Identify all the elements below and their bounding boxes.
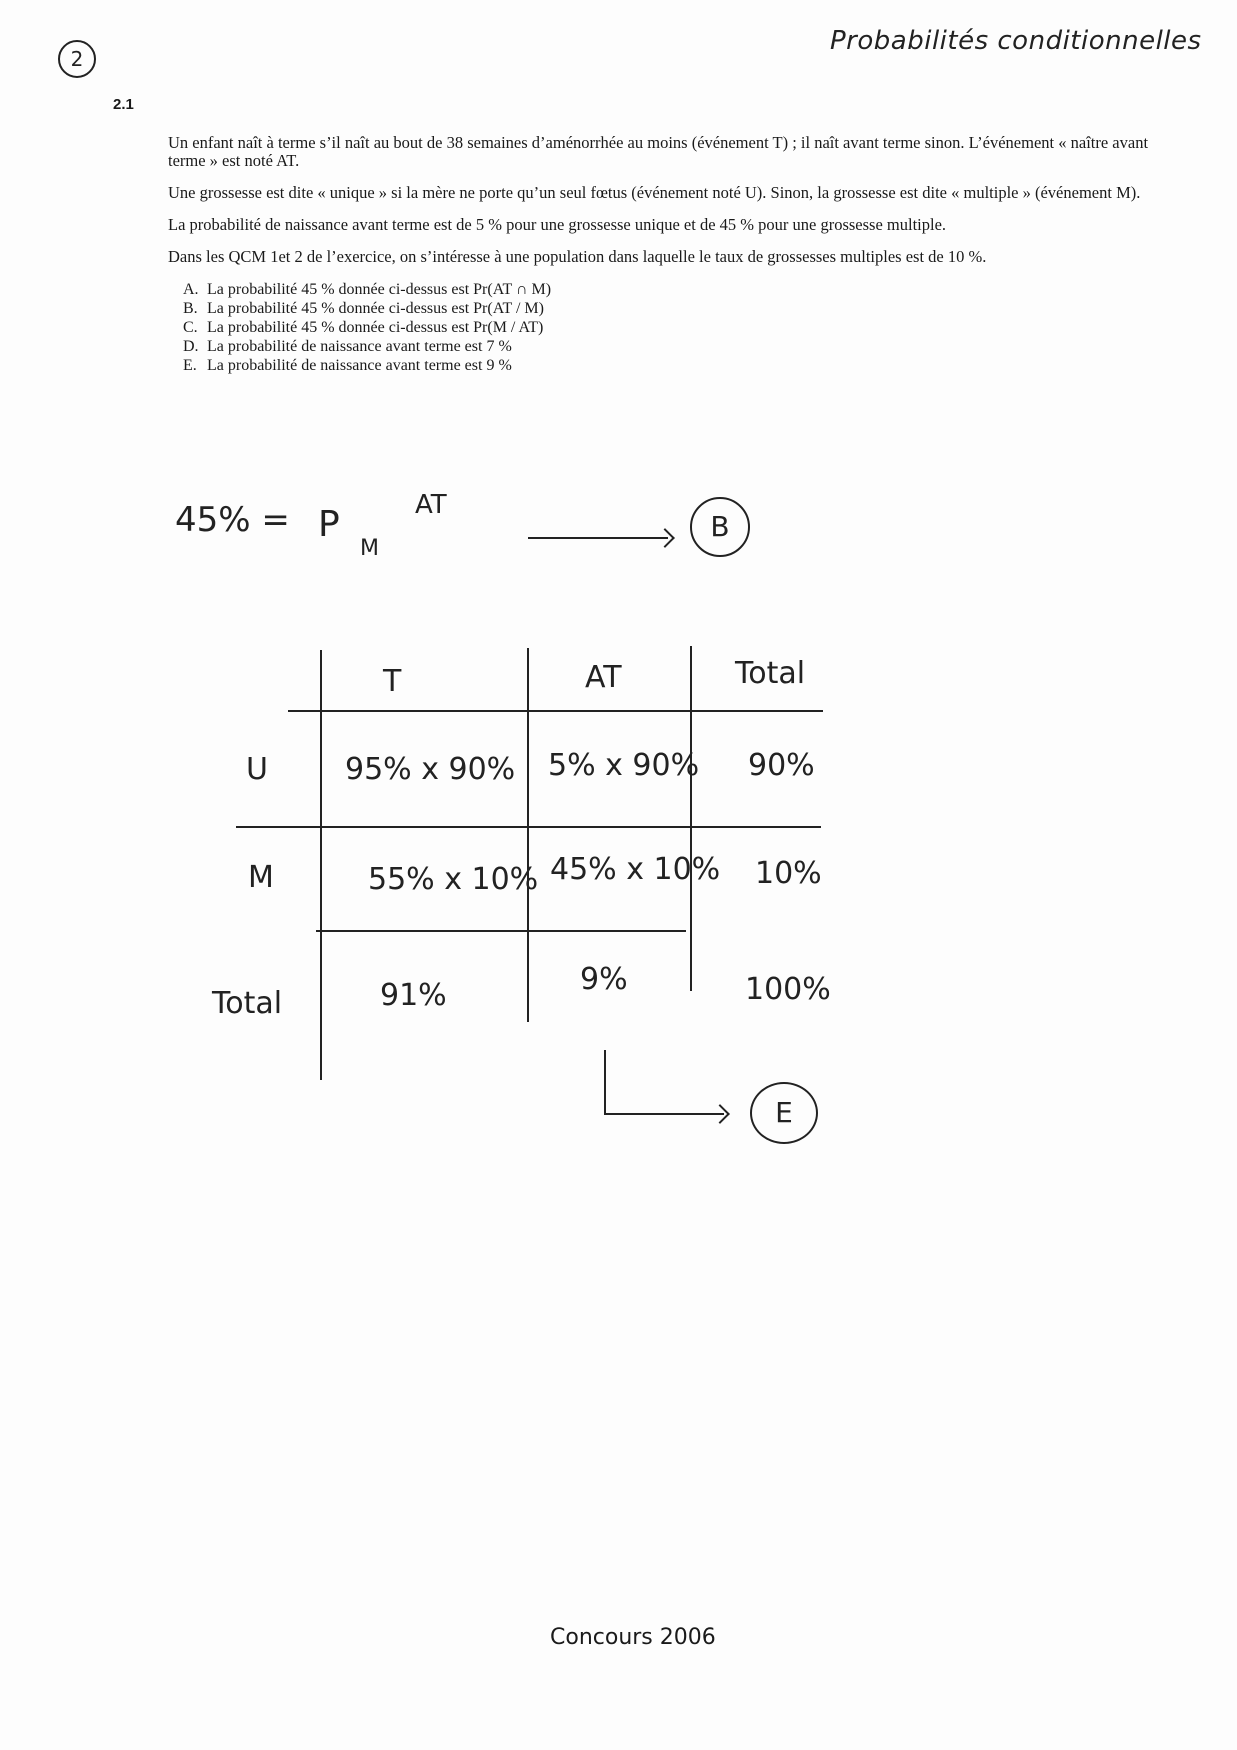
option-text: La probabilité de naissance avant terme est 7 % <box>207 338 512 355</box>
option-e <box>183 356 1158 375</box>
arrow-head-icon <box>710 1104 730 1124</box>
option-c <box>183 318 1158 337</box>
table-cell: 90% <box>748 748 815 783</box>
handwritten-equation-left: 45% = <box>175 500 290 540</box>
option-letter: E. <box>183 357 197 374</box>
table-hline <box>316 930 686 932</box>
statement-paragraph: La probabilité de naissance avant terme est de 5 % pour une grossesse unique et de 45 % pour une grossesse multiple. <box>168 215 947 234</box>
table-cell: 10% <box>755 856 822 891</box>
option-text: La probabilité 45 % donnée ci-dessus est Pr(M / AT) <box>207 319 544 336</box>
statement-paragraph: Un enfant naît à terme s’il naît au bout de 38 semaines d’aménorrhée au moins (événement T) ; il naît avant terme sinon. L’événement « naître avant terme » est noté AT. <box>168 133 1149 170</box>
table-cell: 5% x 90% <box>548 748 700 783</box>
page-footer: Concours 2006 <box>550 1625 716 1650</box>
table-vline <box>690 646 692 991</box>
option-letter: A. <box>183 281 199 298</box>
arrow-head-icon <box>655 528 675 548</box>
table-hline <box>288 710 823 712</box>
table-row-label: Total <box>212 986 283 1021</box>
table-cell: 95% x 90% <box>345 752 516 787</box>
statement-paragraph: Dans les QCM 1et 2 de l’exercice, on s’intéresse à une population dans laquelle le taux de grossesses multiples est de 10 %. <box>168 247 987 266</box>
table-cell: 9% <box>580 962 628 997</box>
handwritten-equation-superscript: AT <box>415 490 447 520</box>
option-d <box>183 337 1158 356</box>
option-letter: D. <box>183 338 199 355</box>
table-col-header: AT <box>585 660 622 695</box>
table-col-header: T <box>383 664 402 699</box>
exercise-statement <box>168 134 1158 375</box>
statement-paragraph: Une grossesse est dite « unique » si la mère ne porte qu’un seul fœtus (événement noté U). Sinon, la grossesse est dite « multiple » (événement M). <box>168 183 1141 202</box>
answer-letter: B <box>710 510 730 543</box>
option-letter: B. <box>183 300 198 317</box>
option-a <box>183 280 1158 299</box>
arrow-line <box>528 537 668 539</box>
option-text: La probabilité 45 % donnée ci-dessus est Pr(AT ∩ M) <box>207 281 552 298</box>
table-cell: 100% <box>745 972 831 1007</box>
arrow-line <box>604 1113 724 1115</box>
table-col-header: Total <box>735 656 806 691</box>
handwritten-equation-subscript: M <box>360 536 379 561</box>
table-row-label: U <box>246 752 268 787</box>
table-hline <box>236 826 821 828</box>
table-cell: 45% x 10% <box>550 852 721 887</box>
table-row-label: M <box>248 860 274 895</box>
option-b <box>183 299 1158 318</box>
table-vline <box>527 648 529 1022</box>
section-number: 2.1 <box>113 96 134 113</box>
answer-options <box>183 280 1158 375</box>
answer-circle-e <box>750 1082 818 1144</box>
answer-circle-b <box>690 497 750 557</box>
page-header-title: Probabilités conditionnelles <box>830 26 1202 56</box>
answer-letter: E <box>775 1096 793 1129</box>
table-cell: 55% x 10% <box>368 862 539 897</box>
option-text: La probabilité de naissance avant terme est 9 % <box>207 357 512 374</box>
table-cell: 91% <box>380 978 447 1013</box>
handwritten-equation-p: P <box>318 504 340 545</box>
option-text: La probabilité 45 % donnée ci-dessus est Pr(AT / M) <box>207 300 544 317</box>
arrow-line <box>604 1050 606 1114</box>
page-number: 2 <box>70 47 84 71</box>
table-vline <box>320 650 322 1080</box>
option-letter: C. <box>183 319 198 336</box>
page-number-circle <box>58 40 96 78</box>
